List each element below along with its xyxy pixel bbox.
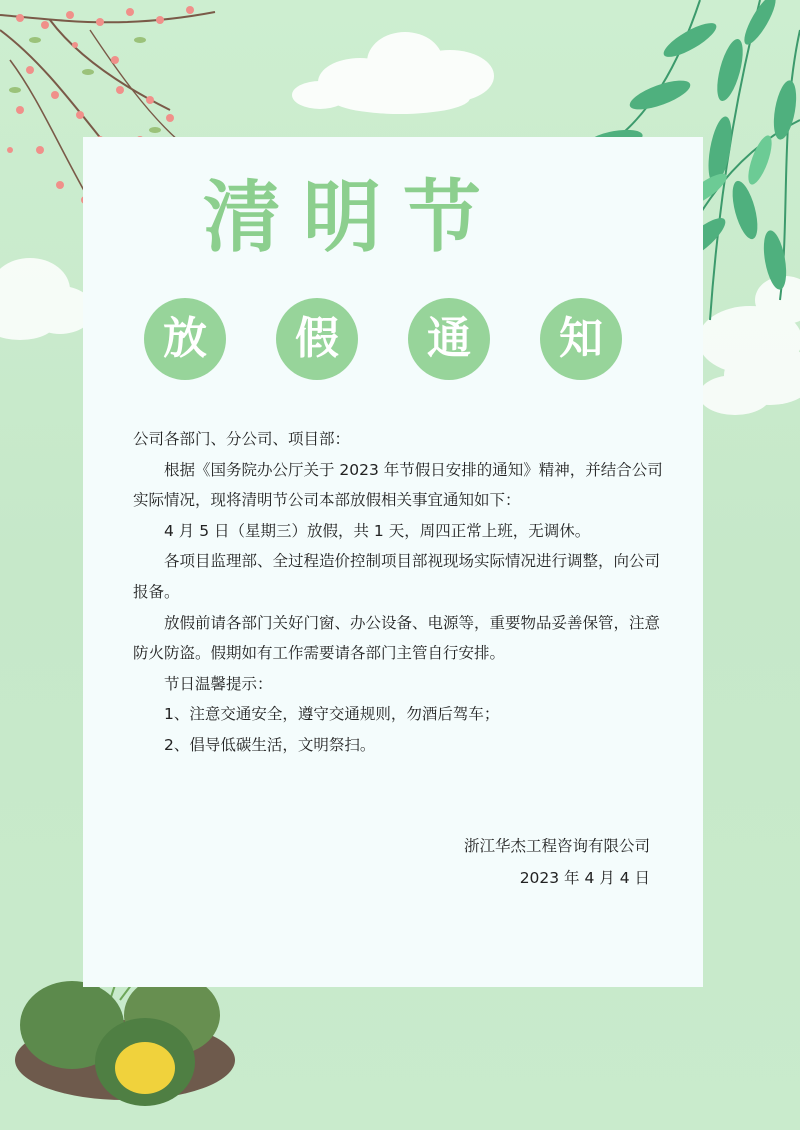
paragraph: 各项目监理部、全过程造价控制项目部视现场实际情况进行调整，向公司报备。 [133, 552, 661, 601]
notice-date: 2023 年 4 月 4 日 [519, 869, 650, 887]
cloud-icon [292, 32, 494, 114]
tips-heading: 节日温馨提示： [164, 674, 273, 693]
subtitle-char-4: 知 [540, 298, 622, 380]
notice-body [133, 424, 663, 761]
subtitle-char-3: 通 [408, 298, 490, 380]
paragraph: 放假前请各部门关好门窗、办公设备、电源等，重要物品妥善保管，注意防火防盗。假期如有工作需要请各部门主管自行安排。 [133, 613, 661, 663]
tip-item: 2、倡导低碳生活，文明祭扫。 [164, 735, 376, 754]
cloud-icon [698, 276, 800, 415]
cloud-icon [0, 258, 94, 340]
tip-item: 1、注意交通安全，遵守交通规则，勿酒后驾车； [164, 705, 500, 724]
subtitle-char-2: 假 [276, 298, 358, 380]
company-name: 浙江华杰工程咨询有限公司 [463, 837, 650, 855]
salutation: 公司各部门、分公司、项目部： [133, 430, 351, 448]
page-title: 清明节 [202, 173, 503, 263]
paragraph: 4 月 5 日（星期三）放假，共 1 天，周四正常上班，无调休。 [164, 521, 591, 540]
paragraph: 根据《国务院办公厅关于 2023 年节假日安排的通知》精神，并结合公司实际情况，现将清明节公司本部放假相关事宜通知如下： [133, 460, 663, 510]
subtitle-char-1: 放 [144, 298, 226, 380]
